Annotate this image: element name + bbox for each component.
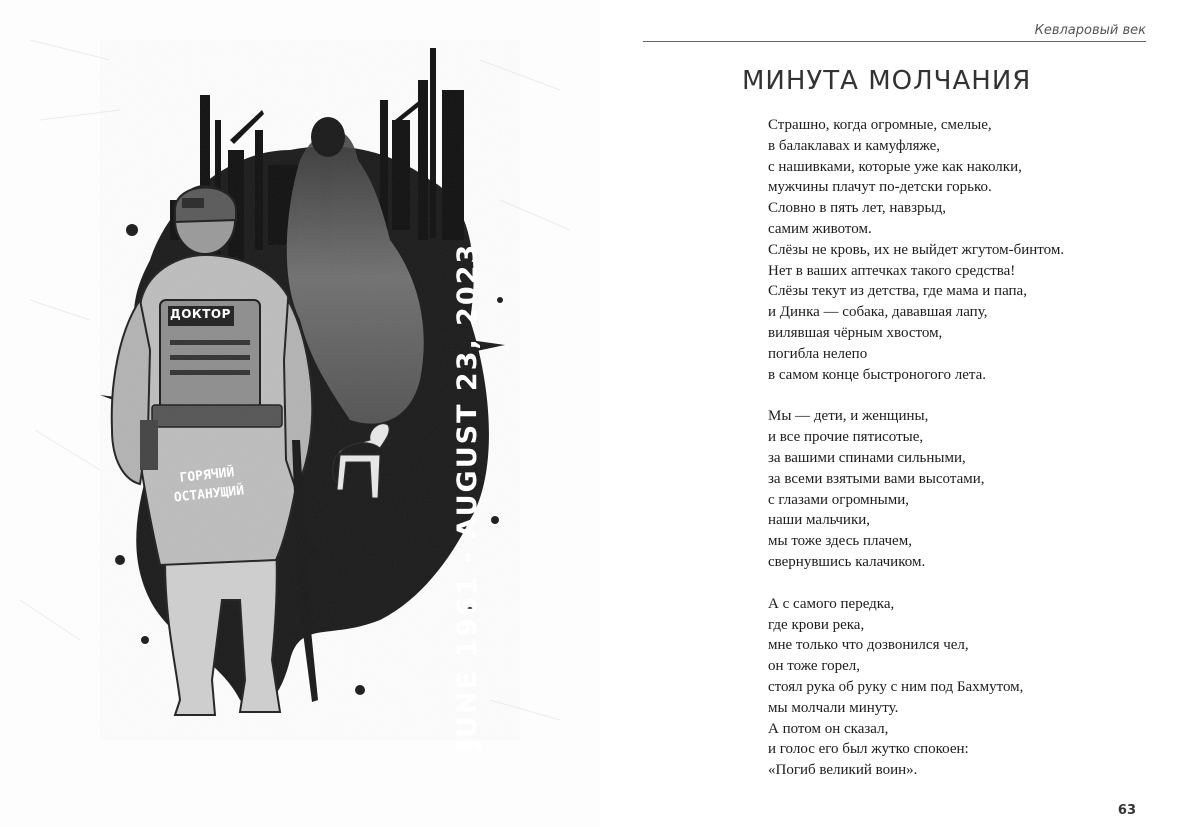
back-lettering-line: ОСТАНУЩИЙ — [173, 483, 245, 506]
page-number: 63 — [1117, 803, 1136, 818]
poem-line: в балаклавах и камуфляже, — [768, 137, 941, 154]
poem-line: мы тоже здесь плачем, — [768, 533, 912, 550]
running-header: Кевларовый век — [1034, 23, 1146, 38]
poem-line: вилявшая чёрным хвостом, — [768, 324, 943, 341]
poem-title: МИНУТА МОЛЧАНИЯ — [742, 66, 1032, 96]
poem-line: мне только что дозвонился чел, — [768, 637, 969, 654]
poem-line: он тоже горел, — [768, 658, 861, 675]
poem-line: за всеми взятыми вами высотами, — [768, 470, 985, 487]
poem-line: и все прочие пятисотые, — [768, 429, 924, 446]
poem-line: «Погиб великий воин». — [768, 762, 918, 779]
stanza-3 — [768, 594, 1188, 781]
poem-line: и голос его был жутко спокоен: — [768, 741, 969, 758]
poem-line: самим животом. — [768, 220, 872, 237]
poem-body — [768, 115, 1188, 802]
poem-line: мужчины плачут по-детски горько. — [768, 179, 992, 196]
poem-line: погибла нелепо — [768, 345, 868, 362]
back-lettering-line: ГОРЯЧИЙ — [178, 465, 236, 486]
poem-line: и Динка — собака, дававшая лапу, — [768, 304, 988, 321]
poem-line: А с самого передка, — [768, 595, 895, 612]
poem-line: Нет в ваших аптечках такого средства! — [768, 262, 1016, 279]
poem-line: Страшно, когда огромные, смелые, — [768, 117, 992, 133]
poem-line: стоял рука об руку с ним под Бахмутом, — [768, 678, 1024, 695]
poem-line: где крови река, — [768, 616, 865, 633]
poem-line: наши мальчики, — [768, 512, 871, 529]
poem-line: Слёзы текут из детства, где мама и папа, — [768, 283, 1027, 300]
callsign-patch: ДОКТОР — [170, 307, 231, 321]
poem-line: с глазами огромными, — [768, 491, 910, 508]
stanza-1 — [768, 115, 1188, 385]
poem-line: с нашивками, которые уже как наколки, — [768, 158, 1022, 175]
stanza-2 — [768, 406, 1188, 572]
poem-line: Слёзы не кровь, их не выйдет жгутом-бинтом. — [768, 241, 1065, 258]
poem-line: Словно в пять лет, навзрыд, — [768, 200, 946, 217]
poem-line: за вашими спинами сильными, — [768, 449, 966, 466]
poem-line: А потом он сказал, — [768, 720, 889, 737]
header-rule — [643, 41, 1146, 42]
poem-line: Мы — дети, и женщины, — [768, 408, 929, 425]
poem-line: в самом конце быстроногого лета. — [768, 366, 986, 383]
poem-line: свернувшись калачиком. — [768, 553, 926, 570]
memorial-dates-caption: JUNE 1961 - AUGUST 23, 2023 — [452, 242, 483, 750]
poem-line: мы молчали минуту. — [768, 699, 899, 716]
right-page — [600, 0, 1200, 827]
